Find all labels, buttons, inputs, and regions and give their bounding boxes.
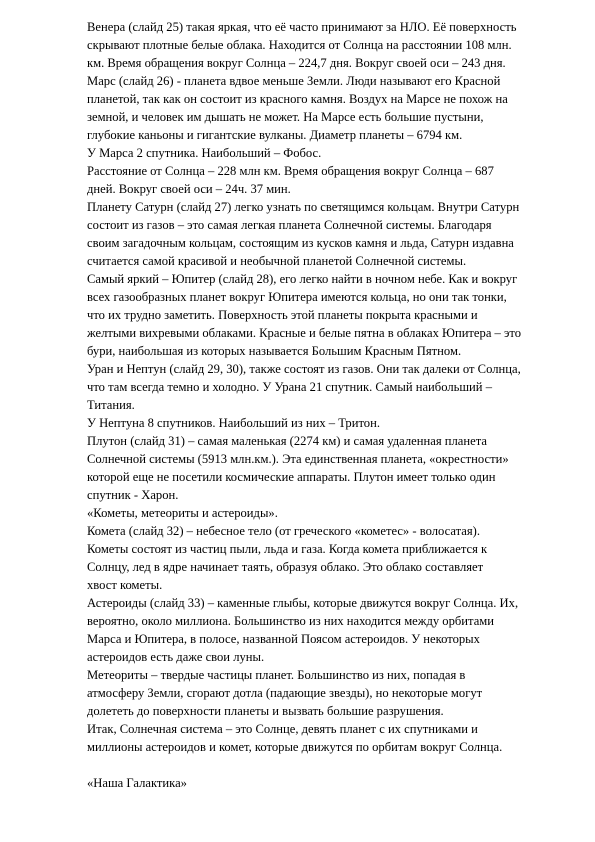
- text-line: Кометы состоят из частиц пыли, льда и газа. Когда комета приближается к: [87, 542, 488, 556]
- text-line: всех газообразных планет вокруг Юпитера имеются кольца, но они так тонки,: [87, 290, 507, 304]
- text-line: которой еще не посетили космические аппараты. Плутон имеет только один: [87, 470, 496, 484]
- text-line: Титания.: [87, 398, 135, 412]
- text-line: км. Время обращения вокруг Солнца – 224,7 дня. Вокруг своей оси – 243 дня.: [87, 56, 506, 70]
- text-line: Солнцу, лед в ядре начинает таять, образуя облако. Это облако составляет: [87, 560, 484, 574]
- text-line: считается самой красивой и необычной планетой Солнечной системы.: [87, 254, 467, 268]
- text-line: астероидов есть даже свои луны.: [87, 650, 265, 664]
- text-line: У Нептуна 8 спутников. Наибольший из них – Тритон.: [87, 416, 380, 430]
- text-line: дней. Вокруг своей оси – 24ч. 37 мин.: [87, 182, 291, 196]
- text-line: желтыми вихревыми облаками. Красные и белые пятна в облаках Юпитера – это: [87, 326, 522, 340]
- text-line: земной, и человек им дышать не может. На Марсе есть большие пустыни,: [87, 110, 484, 124]
- text-line: атмосферу Земли, сгорают дотла (падающие звезды), но некоторые могут: [87, 686, 483, 700]
- text-line: глубокие каньоны и гигантские вулканы. Диаметр планеты – 6794 км.: [87, 128, 463, 142]
- text-line: Расстояние от Солнца – 228 млн км. Время обращения вокруг Солнца – 687: [87, 164, 494, 178]
- text-line: своим загадочным кольцам, состоящим из кусков камня и льда, Сатурн издавна: [87, 236, 514, 250]
- text-line: «Кометы, метеориты и астероиды».: [87, 506, 278, 520]
- text-line: Марса и Юпитера, в полосе, названной Поясом астероидов. У некоторых: [87, 632, 480, 646]
- text-line: Итак, Солнечная система – это Солнце, девять планет с их спутниками и: [87, 722, 478, 736]
- text-line: Плутон (слайд 31) – самая маленькая (2274 км) и самая удаленная планета: [87, 434, 487, 448]
- text-line: Самый яркий – Юпитер (слайд 28), его легко найти в ночном небе. Как и вокруг: [87, 272, 518, 286]
- text-line: Планету Сатурн (слайд 27) легко узнать по светящимся кольцам. Внутри Сатурн: [87, 200, 520, 214]
- text-line: У Марса 2 спутника. Наибольший – Фобос.: [87, 146, 322, 160]
- text-line: Метеориты – твердые частицы планет. Большинство из них, попадая в: [87, 668, 466, 682]
- text-line: бури, наибольшая из которых называется Большим Красным Пятном.: [87, 344, 462, 358]
- text-line: скрывают плотные белые облака. Находится от Солнца на расстоянии 108 млн.: [87, 38, 512, 52]
- text-line: что там всегда темно и холодно. У Урана 21 спутник. Самый наибольший –: [87, 380, 492, 394]
- text-line: состоит из газов – это самая легкая планета Солнечной системы. Благодаря: [87, 218, 492, 232]
- text-line: Комета (слайд 32) – небесное тело (от греческого «кометес» - волосатая).: [87, 524, 481, 538]
- text-line: что их трудно заметить. Поверхность этой планеты покрыта красными и: [87, 308, 478, 322]
- text-line: Астероиды (слайд 33) – каменные глыбы, которые движутся вокруг Солнца. Их,: [87, 596, 519, 610]
- text-line: вероятно, около миллиона. Большинство из них находится между орбитами: [87, 614, 495, 628]
- text-line: миллионы астероидов и комет, которые движутся по орбитам вокруг Солнца.: [87, 740, 503, 754]
- text-line: Уран и Нептун (слайд 29, 30), также состоят из газов. Они так далеки от Солнца,: [87, 362, 521, 376]
- document-body: [87, 18, 567, 792]
- text-line: спутник - Харон.: [87, 488, 179, 502]
- text-line: Солнечной системы (5913 млн.км.). Эта единственная планета, «окрестности»: [87, 452, 509, 466]
- text-line: хвост кометы.: [87, 578, 163, 592]
- section-title: «Наша Галактика»: [87, 776, 187, 790]
- text-line: долететь до поверхности планеты и вызвать большие разрушения.: [87, 704, 444, 718]
- text-line: планетой, так как он состоит из красного камня. Воздух на Марсе не похож на: [87, 92, 508, 106]
- text-line: Марс (слайд 26) - планета вдвое меньше Земли. Люди называют его Красной: [87, 74, 501, 88]
- blank-line: [87, 756, 567, 774]
- text-line: Венера (слайд 25) такая яркая, что её часто принимают за НЛО. Её поверхность: [87, 20, 517, 34]
